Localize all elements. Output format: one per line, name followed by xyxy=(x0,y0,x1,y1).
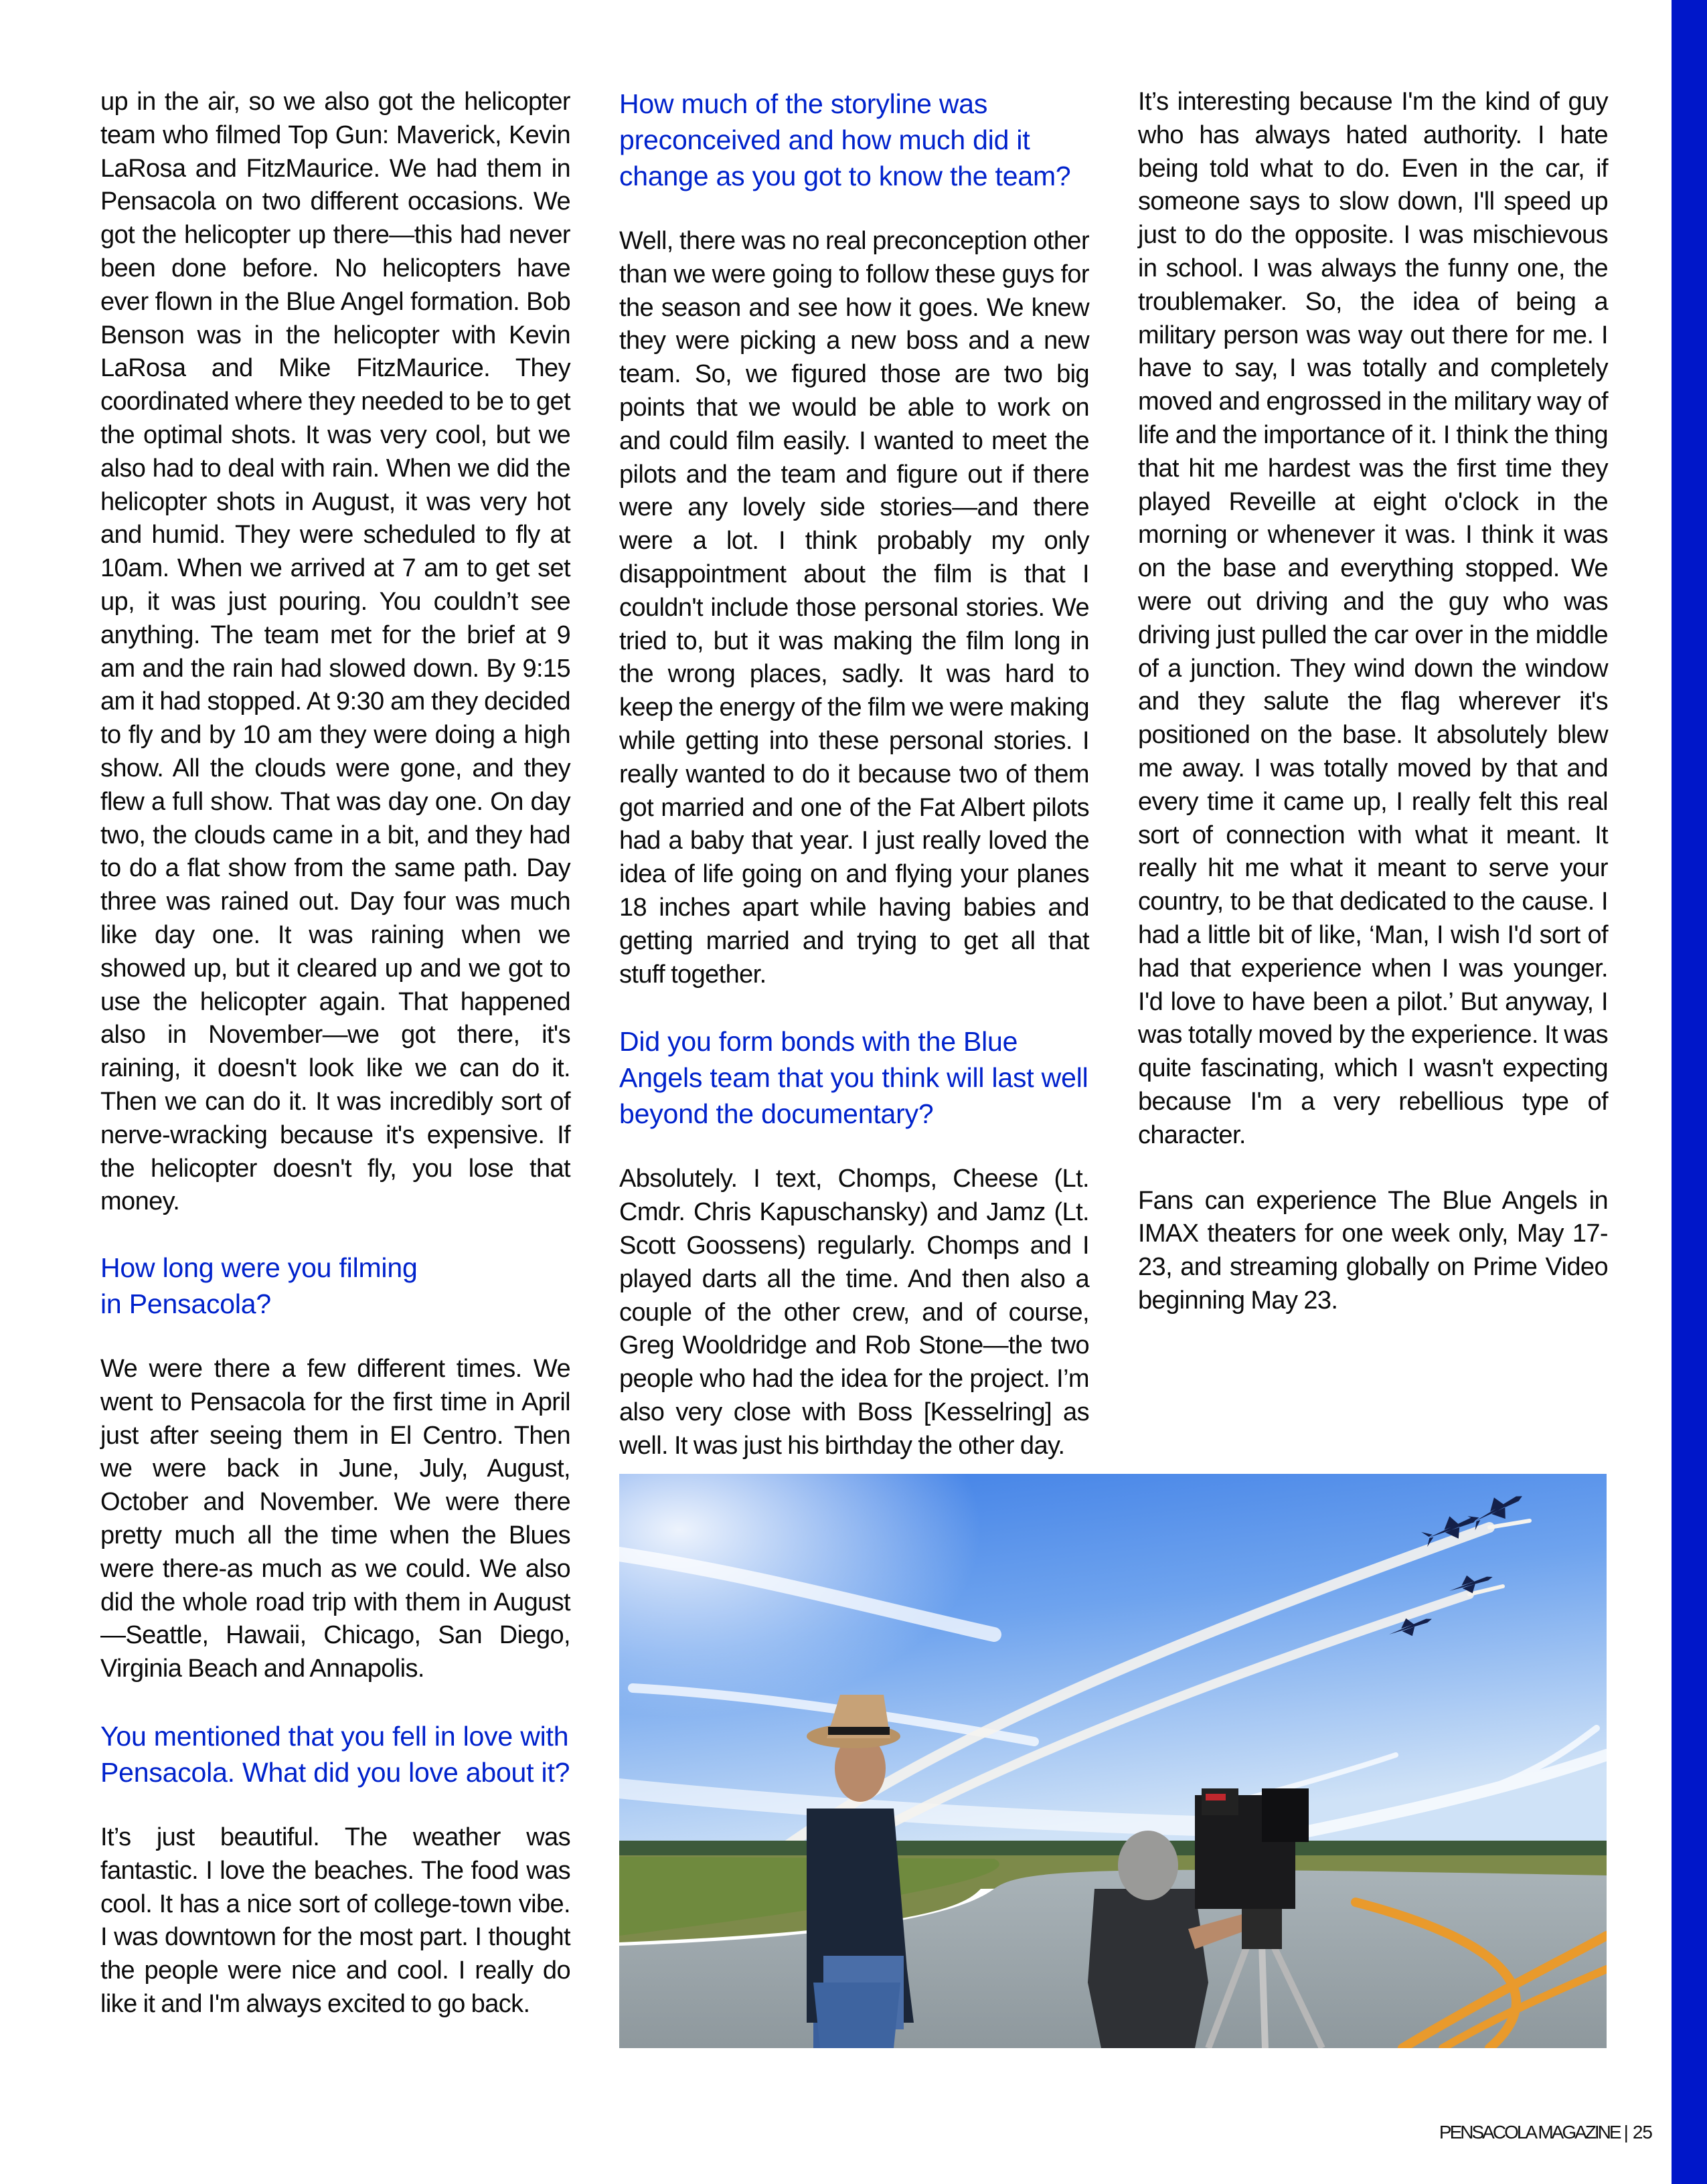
page-edge-accent-bar xyxy=(1672,0,1707,2184)
closing-paragraph: Fans can experience The Blue Angels in IMAX theaters for one week only, May 17- 23, and streaming globally on Prime Video beginning May 23. xyxy=(1138,1186,1608,1315)
footer-separator: | xyxy=(1623,2122,1629,2143)
answer-paragraph: It’s interesting because I'm the kind of guy who has always hated authority. I hate being told what to do. Even in the car, if someone says to slow down, I'll speed up just to do the opposite. I was mischievous in school. I was always the funny one, the troublemaker. So, the idea of being a military person was way out there for me. I have to say, I was totally and completely moved and engrossed in the military way of life and the importance of it. I think the thing that hit me hardest was the first time they played Reveille at eight o'clock in the morning or whenever it was. I think it was on the base and everything stopped. We were out driving and the guy who was driving just pulled the car over in the middle of a junction. They wind down the window and they salute the flag wherever it's positioned on the base. It absolutely blew me away. I was totally moved by that and every time it came up, I really felt this real sort of connection with what it meant. It really hit me what it meant to serve your country, to be that dedicated to the cause. I had a little bit of like, ‘Man, I wish I'd sort of had that experience when I was younger. I'd love to have been a pilot.’ But anyway, I was totally moved by the experience. It was quite fascinating, which I wasn't expecting because I'm a very rebellious type of character. xyxy=(1138,88,1608,1149)
page-footer xyxy=(1439,2122,1652,2143)
answer-paragraph: It’s just beautiful. The weather was fantastic. I love the beaches. The food was cool. It has a nice sort of college-town vibe. I was downtown for the most part. I thought the people were nice and cool. I really do like it and I'm always excited to go back. xyxy=(100,1823,570,2019)
answer-paragraph: Absolutely. I text, Chomps, Cheese (Lt. Cmdr. Chris Kapuschansky) and Jamz (Lt. Scott Goossens) regularly. Chomps and I played darts all the time. And then also a couple of the other crew, and of course, Greg Wooldridge and Rob Stone—the two people who had the idea for the project. I’m also very close with Boss [Kesselring] as well. It was just his birthday the other day. xyxy=(619,1165,1089,1460)
question-heading-line: in Pensacola? xyxy=(100,1288,271,1320)
publication-name: PENSACOLA MAGAZINE xyxy=(1439,2122,1620,2143)
question-heading: How much of the storyline was preconceived and how much did it change as you got to know the team? xyxy=(619,88,1071,191)
article-photo xyxy=(619,1474,1607,2048)
answer-paragraph: We were there a few different times. We went to Pensacola for the first time in April just after seeing them in El Centro. Then we were back in June, July, August, October and November. We were there pretty much all the time when the Blues were there-as much as we could. We also did the whole road trip with them in August—Seattle, Hawaii, Chicago, San Diego, Virginia Beach and Annapolis. xyxy=(100,1355,570,1683)
answer-paragraph: Well, there was no real preconception other than we were going to follow these guys for the season and see how it goes. We knew they were picking a new boss and a new team. So, we figured those are two big points that we would be able to work on and could film easily. I wanted to meet the pilots and the team and figure out if there were any lovely side stories—and there were a lot. I think probably my only disappointment about the film is that I couldn't include those personal stories. We tried to, but it was making the film long in the wrong places, sadly. It was hard to keep the energy of the film we were making while getting into these personal stories. I really wanted to do it because two of them got married and one of the Fat Albert pilots had a baby that year. I just really loved the idea of life going on and flying your planes 18 inches apart while having babies and getting married and trying to get all that stuff together. xyxy=(619,227,1089,989)
tree-line xyxy=(619,1841,1607,1855)
question-heading-line: How long were you filming xyxy=(100,1252,418,1284)
article-column-1 xyxy=(100,86,570,2053)
question-heading: Did you form bonds with the Blue Angels team that you think will last well beyond the documentary? xyxy=(619,1026,1088,1130)
article-column-2 xyxy=(619,86,1089,1495)
question-heading xyxy=(100,1250,570,1322)
photo-film-crew-on-runway xyxy=(619,1474,1607,2048)
page-number: 25 xyxy=(1632,2122,1652,2143)
article-column-3 xyxy=(1138,86,1608,1350)
body-paragraph: up in the air, so we also got the helicopter team who filmed Top Gun: Maverick, Kevin LaRosa and FitzMaurice. We had them in Pensacola on two different occasions. We got the helicopter up there—this had never been done before. No helicopters have ever flown in the Blue Angel formation. Bob Benson was in the helicopter with Kevin LaRosa and Mike FitzMaurice. They coordinated where they needed to be to get the optimal shots. It was very cool, but we also had to deal with rain. When we did the helicopter shots in August, it was very hot and humid. They were scheduled to fly at 10am. When we arrived at 7 am to get set up, it was just pouring. You couldn’t see anything. The team met for the brief at 9 am and the rain had slowed down. By 9:15 am it had stopped. At 9:30 am they decided to fly and by 10 am they were doing a high show. All the clouds were gone, and they flew a full show. That was day one. On day two, the clouds came in a bit, and they had to do a flat show from the same path. Day three was rained out. Day four was much like day one. It was raining when we showed up, but it cleared up and we got to use the helicopter again. That happened also in November—we got there, it's raining, it doesn't look like we can do it. Then we can do it. It was incredibly sort of nerve-wracking because it's expensive. If the helicopter doesn't fly, you lose that money. xyxy=(100,88,570,1216)
question-heading: You mentioned that you fell in love with Pensacola. What did you love about it? xyxy=(100,1721,570,1788)
